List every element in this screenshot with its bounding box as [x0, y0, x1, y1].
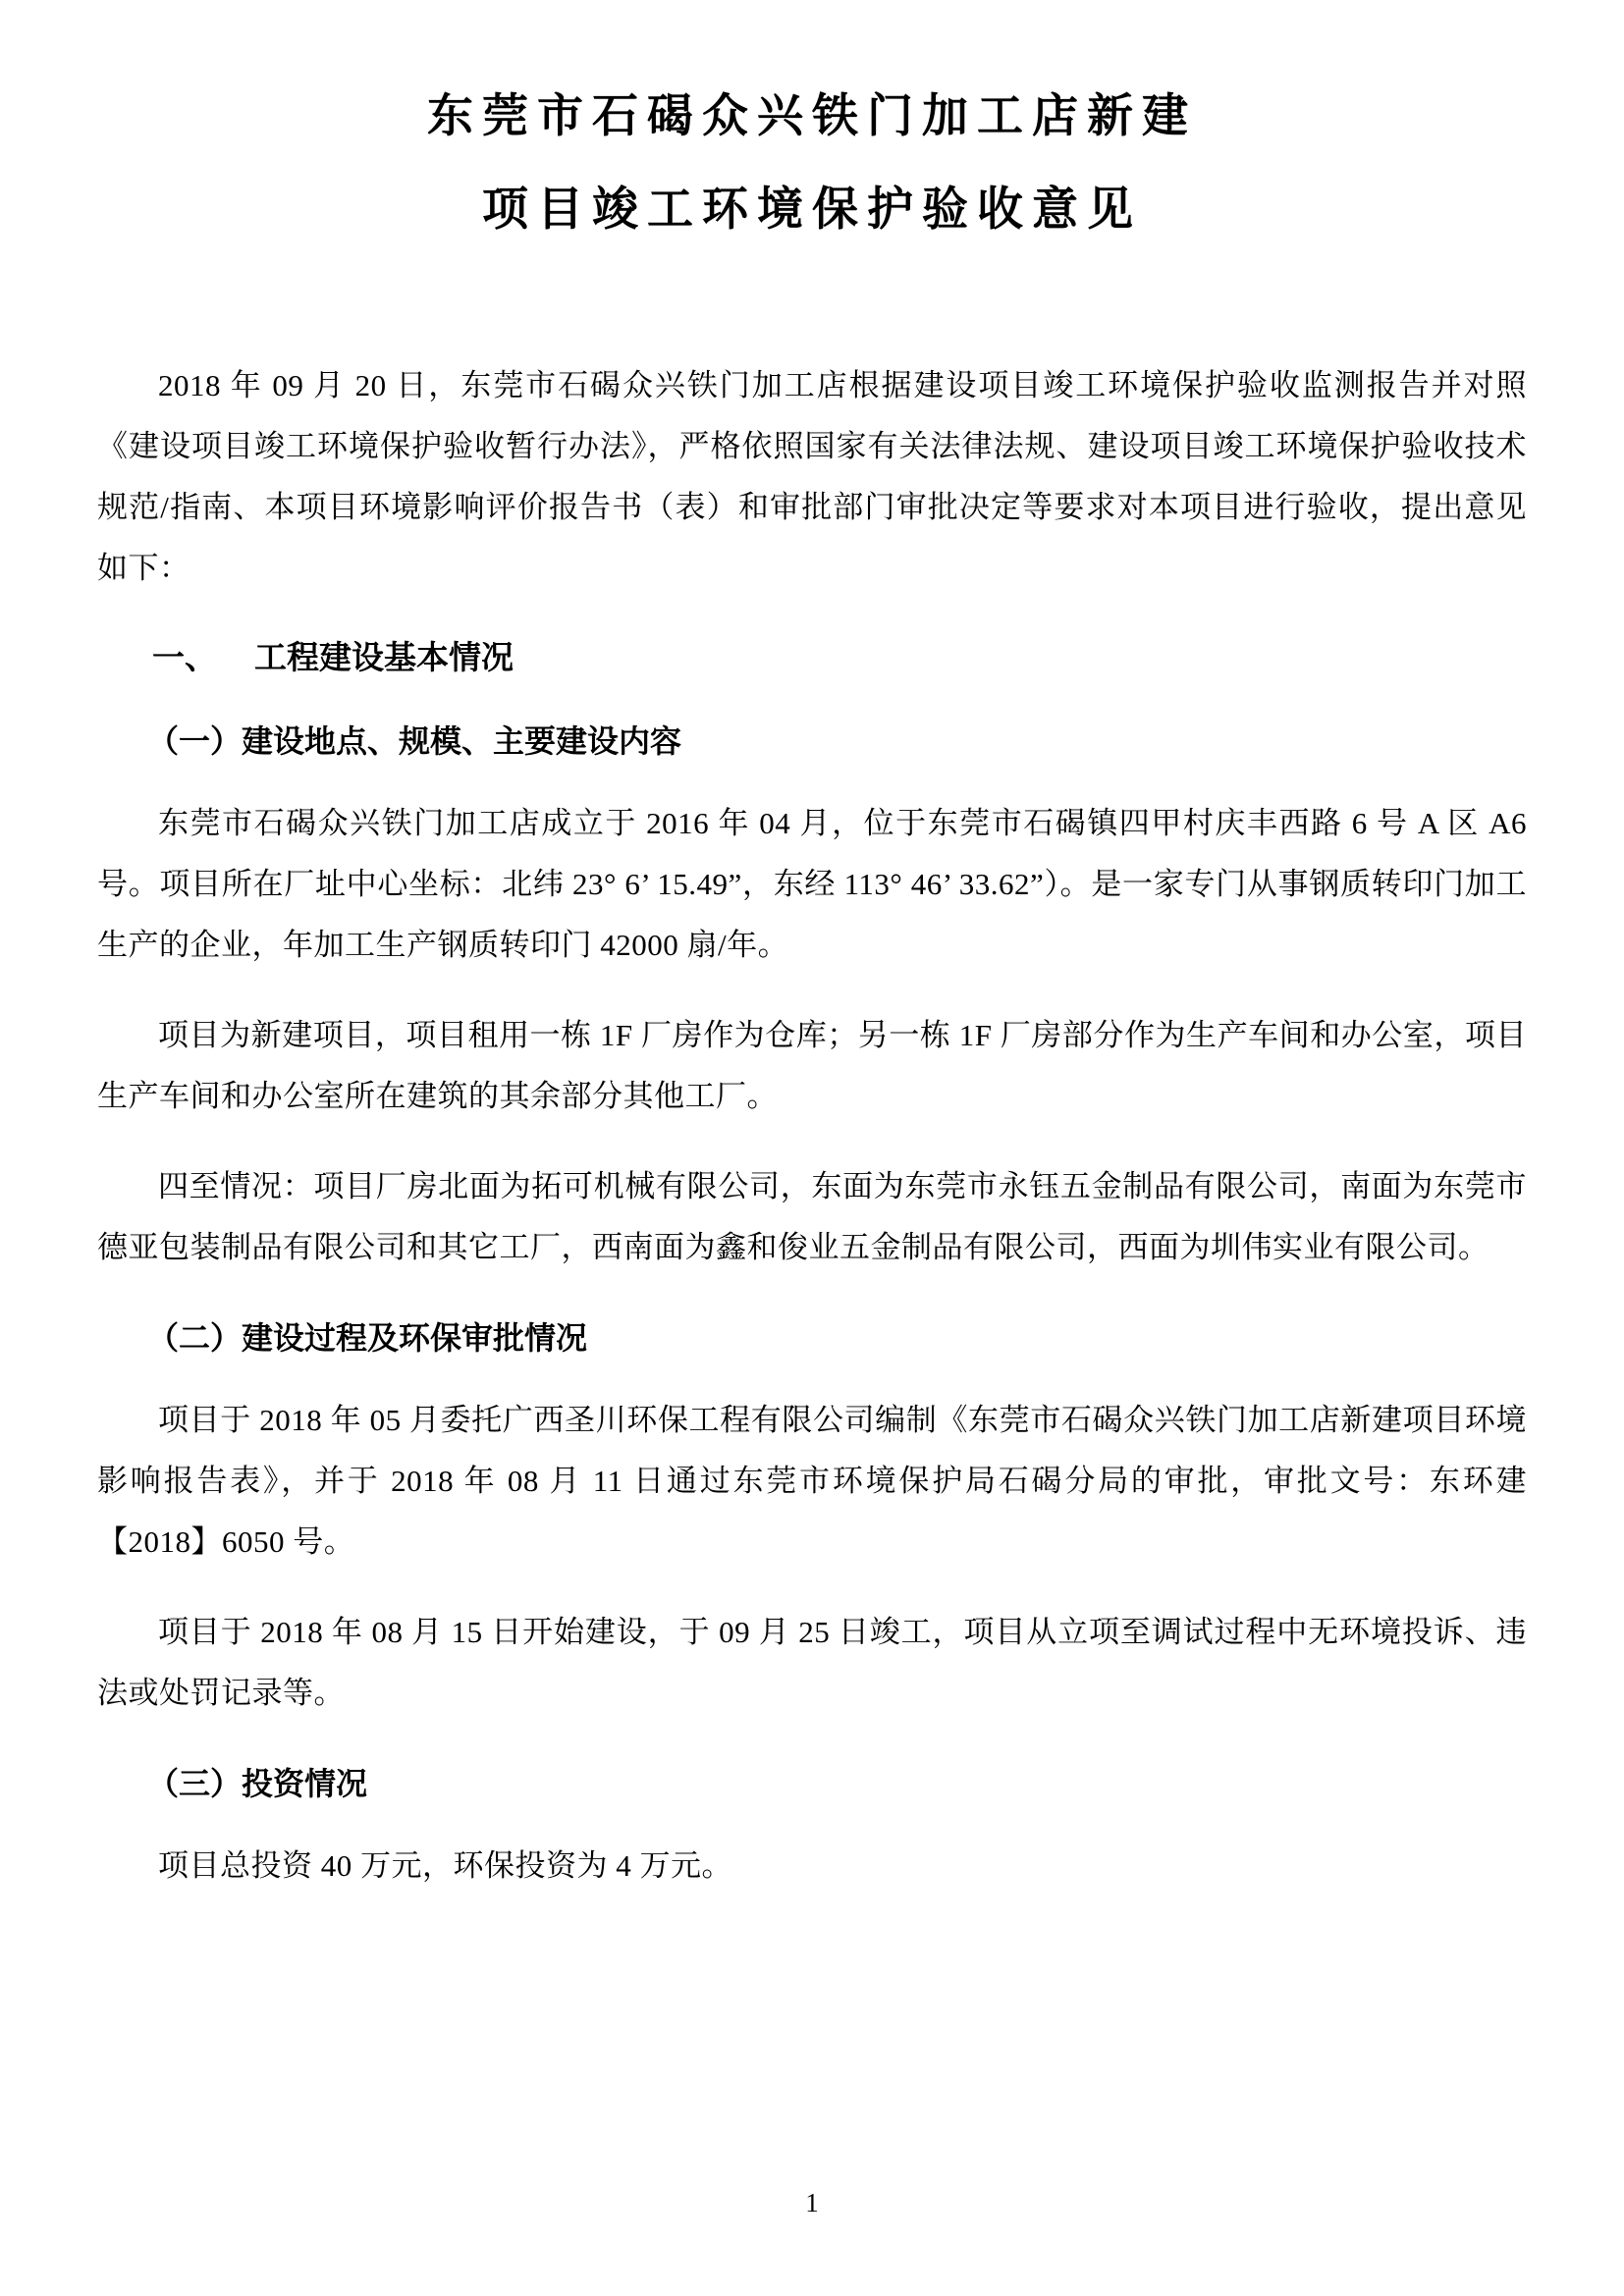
subsection-1-paragraph-3: 四至情况：项目厂房北面为拓可机械有限公司，东面为东莞市永钰五金制品有限公司，南面为东莞市德亚包装制品有限公司和其它工厂，西南面为鑫和俊业五金制品有限公司，西面为圳伟实业有限公司。 — [97, 1169, 1527, 1264]
section-1-title: 工程建设基本情况 — [254, 641, 514, 676]
subsection-2-paragraph-2: 项目于 2018 年 08 月 15 日开始建设，于 09 月 25 日竣工，项目从立项至调试过程中无环境投诉、违法或处罚记录等。 — [97, 1615, 1527, 1710]
document-title — [97, 71, 1527, 257]
section-1-number: 一、 — [152, 641, 217, 676]
document-title-line-2: 项目竣工环境保护验收意见 — [482, 185, 1142, 236]
subsection-2-paragraph-1: 项目于 2018 年 05 月委托广西圣川环保工程有限公司编制《东莞市石碣众兴铁门加工店新建项目环境影响报告表》，并于 2018 年 08 月 11 日通过东莞市环境保护局石碣分局的审批，审批文号：东环建【2018】6050 号。 — [97, 1403, 1527, 1559]
document-title-line-1: 东莞市石碣众兴铁门加工店新建 — [427, 91, 1197, 142]
subsection-1-paragraph-2: 项目为新建项目，项目租用一栋 1F 厂房作为仓库；另一栋 1F 厂房部分作为生产车间和办公室，项目生产车间和办公室所在建筑的其余部分其他工厂。 — [97, 1018, 1527, 1113]
subsection-1-heading: （一）建设地点、规模、主要建设内容 — [147, 723, 682, 759]
subsection-3-paragraph-1: 项目总投资 40 万元，环保投资为 4 万元。 — [158, 1848, 732, 1883]
subsection-3-heading: （三）投资情况 — [147, 1766, 368, 1801]
page-number: 1 — [805, 2188, 819, 2217]
page-footer — [0, 2187, 1624, 2218]
intro-paragraph: 2018 年 09 月 20 日，东莞市石碣众兴铁门加工店根据建设项目竣工环境保护验收监测报告并对照《建设项目竣工环境保护验收暂行办法》，严格依照国家有关法律法规、建设项目竣工环境保护验收技术规范/指南、本项目环境影响评价报告书（表）和审批部门审批决定等要求对本项目进行验收，提出意见如下： — [97, 368, 1527, 585]
subsection-2-heading: （二）建设过程及环保审批情况 — [147, 1320, 588, 1356]
section-1-heading — [97, 628, 1527, 689]
subsection-1-paragraph-1: 东莞市石碣众兴铁门加工店成立于 2016 年 04 月，位于东莞市石碣镇四甲村庆丰西路 6 号 A 区 A6 号。项目所在厂址中心坐标：北纬 23° 6’ 15.49”，东经 113° 46’ 33.62”）。是一家专门从事钢质转印门加工生产的企业，年加工生产钢质转印门 42000 扇/年。 — [97, 806, 1527, 962]
